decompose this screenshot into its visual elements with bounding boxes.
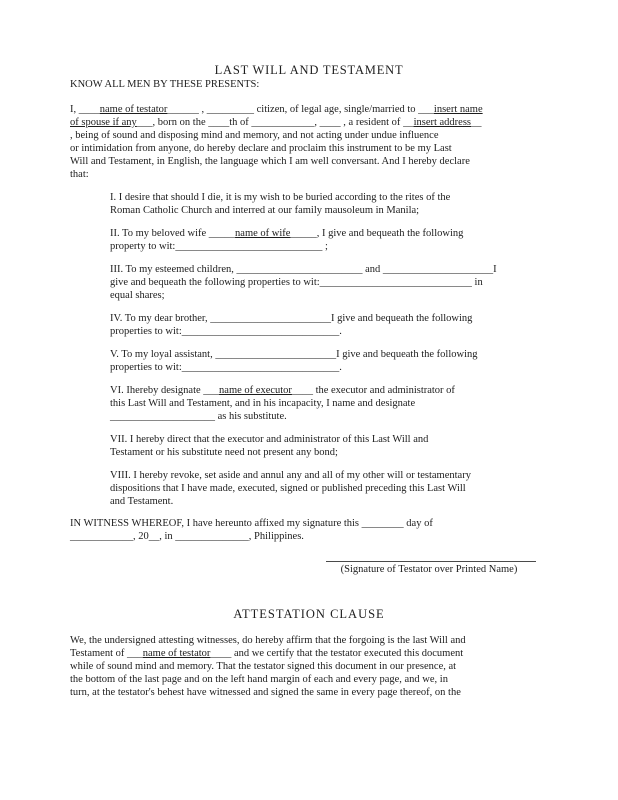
clause-4-brother-bequest — [110, 312, 548, 338]
clause-8-revocation — [110, 469, 548, 508]
clause-6-executor-designation — [110, 384, 548, 423]
text-run: Testament of — [70, 648, 127, 659]
text-run: give and bequeath the following properties to wit: — [110, 277, 320, 288]
text-run: II. To my beloved wife — [110, 228, 209, 239]
text-run: ______________________________ — [181, 326, 340, 337]
text-run: properties to wit: — [110, 362, 182, 373]
text-run: ; — [322, 241, 328, 252]
text-run: ______________________________ — [181, 362, 340, 373]
text-run: that: — [70, 169, 89, 180]
text-run: __ — [471, 117, 482, 128]
text-run: day of — [403, 518, 433, 529]
text-run: in — [471, 277, 483, 288]
document-title: LAST WILL AND TESTAMENT — [214, 63, 404, 77]
text-run: ________________________ — [236, 264, 363, 275]
text-run: the bottom of the last page and on the left hand margin of each and every page, and we, in — [70, 674, 448, 685]
text-run: . — [339, 326, 342, 337]
text-run: th of — [229, 117, 252, 128]
text-run: Testament or his substitute need not present any bond; — [110, 447, 338, 458]
text-run: , born on the — [152, 117, 209, 128]
clause-1-burial — [110, 191, 548, 217]
text-run: ____ — [78, 104, 100, 115]
text-run: ___ — [136, 117, 153, 128]
text-run: , being of sound and disposing mind and memory, and not acting under undue influence — [70, 130, 439, 141]
text-run: and we certify that the testator executed this document — [231, 648, 464, 659]
signature-caption: (Signature of Testator over Printed Name) — [340, 564, 518, 575]
text-run: ______________ — [175, 531, 249, 542]
text-run: III. To my esteemed children, — [110, 264, 237, 275]
signature-line — [326, 561, 536, 562]
fill-in-placeholder: of spouse if any — [70, 117, 137, 128]
text-run: _____________________________ — [319, 277, 472, 288]
text-run: ____ — [319, 117, 341, 128]
preamble-heading: KNOW ALL MEN BY THESE PRESENTS: — [70, 79, 260, 90]
text-run: VII. I hereby direct that the executor and administrator of this Last Will and — [110, 434, 429, 445]
clause-2-wife-bequest — [110, 227, 548, 253]
text-run: , Philippines. — [248, 531, 304, 542]
text-run: , — [314, 117, 320, 128]
text-run: ____________ — [70, 531, 133, 542]
text-run: __ — [403, 117, 414, 128]
text-run: IN WITNESS WHEREOF, I have hereunto affixed my signature this — [70, 518, 362, 529]
text-run: this Last Will and Testament, and in his incapacity, I name and designate — [110, 398, 416, 409]
text-run: ____________ — [251, 117, 315, 128]
attestation-clause-paragraph — [70, 634, 548, 699]
text-run: _____________________ — [382, 264, 494, 275]
text-run: ____________________ — [110, 411, 215, 422]
text-run: , I give and bequeath the following — [316, 228, 464, 239]
text-run: and — [362, 264, 383, 275]
text-run: I give and bequeath the following — [336, 349, 478, 360]
text-run: ________ — [361, 518, 404, 529]
clause-3-children-bequest — [110, 263, 548, 302]
witness-whereof-paragraph — [70, 517, 548, 543]
text-run: I give and bequeath the following — [330, 313, 473, 324]
text-run: _____ — [290, 228, 317, 239]
text-run: properties to wit: — [110, 326, 182, 337]
text-run: ____ — [208, 117, 230, 128]
text-run: turn, at the testator's behest have witnessed and signed the same in every page thereof, on the — [70, 687, 461, 698]
text-run: _____ — [208, 228, 236, 239]
text-run: I — [493, 264, 497, 275]
text-run: ___ — [418, 104, 434, 115]
text-run: VIII. I hereby revoke, set aside and annul any and all of my other will or testamentary — [110, 470, 471, 481]
text-run: as his substitute. — [215, 411, 287, 422]
text-run: Roman Catholic Church and interred at our family mausoleum in Manila; — [110, 205, 420, 216]
text-run: , a resident of — [340, 117, 404, 128]
text-run: V. To my loyal assistant, — [110, 349, 216, 360]
text-run: IV. To my dear brother, — [110, 313, 211, 324]
text-run: ____________________________ — [175, 241, 323, 252]
opening-paragraph — [70, 103, 548, 181]
fill-in-placeholder: insert name — [433, 104, 483, 115]
text-run: , — [198, 104, 207, 115]
text-run: , 20__, in — [133, 531, 176, 542]
text-run: ____ — [291, 385, 313, 396]
attestation-clause-heading: ATTESTATION CLAUSE — [233, 607, 385, 621]
text-run: _______________________ — [210, 313, 331, 324]
text-run: dispositions that I have made, executed, signed or published preceding this Last Will — [110, 483, 466, 494]
text-run: _________ — [206, 104, 255, 115]
text-run: citizen, of legal age, single/married to — [254, 104, 419, 115]
clauses-list — [110, 191, 548, 508]
text-run: _______________________ — [215, 349, 337, 360]
fill-in-placeholder: name of executor — [219, 385, 292, 396]
text-run: We, the undersigned attesting witnesses, do hereby affirm that the forgoing is the last Will and — [70, 635, 466, 646]
fill-in-placeholder: name of testator — [99, 104, 168, 115]
text-run: property to wit: — [110, 241, 176, 252]
text-run: Will and Testament, in English, the language which I am well conversant. And I hereby declare — [70, 156, 470, 167]
text-run: . — [339, 362, 342, 373]
text-run: equal shares; — [110, 290, 165, 301]
text-run: or intimidation from anyone, do hereby declare and proclaim this instrument to be my Last — [70, 143, 452, 154]
text-run: VI. Ihereby designate — [110, 385, 204, 396]
text-run: ______ — [167, 104, 199, 115]
text-run: ___ — [127, 648, 143, 659]
text-run: while of sound mind and memory. That the testator signed this document in our presence, at — [70, 661, 457, 672]
text-run: I, — [70, 104, 79, 115]
fill-in-placeholder: insert address — [413, 117, 472, 128]
text-run: I. I desire that should I die, it is my wish to be buried according to the rites of the — [110, 192, 451, 203]
text-run: ____ — [210, 648, 232, 659]
clause-5-assistant-bequest — [110, 348, 548, 374]
text-run: the executor and administrator of — [312, 385, 455, 396]
text-run: and Testament. — [110, 496, 174, 507]
text-run: ___ — [203, 385, 220, 396]
fill-in-placeholder: name of wife — [235, 228, 291, 239]
clause-7-no-bond — [110, 433, 548, 459]
testator-signature-block — [320, 561, 538, 576]
fill-in-placeholder: name of testator — [142, 648, 211, 659]
